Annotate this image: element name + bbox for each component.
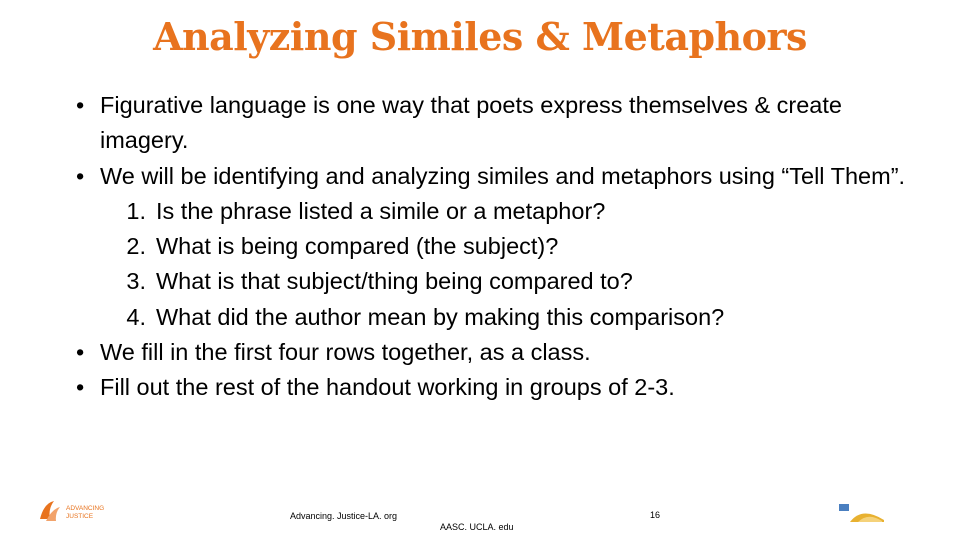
bullet-text: Figurative language is one way that poets express themselves & create imagery. bbox=[100, 92, 842, 154]
bullet-icon: • bbox=[76, 92, 85, 118]
step-text: What is that subject/thing being compared to? bbox=[156, 268, 633, 295]
bullet-item bbox=[76, 88, 916, 159]
step-number: 1. bbox=[126, 197, 146, 224]
bullet-item bbox=[76, 335, 916, 370]
bullet-text: Fill out the rest of the handout working in groups of 2-3. bbox=[100, 374, 675, 401]
bullet-text: We will be identifying and analyzing similes and metaphors using “Tell Them”. bbox=[100, 162, 906, 189]
numbered-step bbox=[76, 300, 916, 335]
logo-text: ADVANCING bbox=[66, 505, 105, 512]
bullet-item bbox=[76, 370, 916, 405]
step-text: What is being compared (the subject)? bbox=[156, 233, 559, 260]
page-number: 16 bbox=[650, 510, 661, 520]
step-text: What did the author mean by making this comparison? bbox=[156, 303, 725, 330]
step-number: 2. bbox=[126, 233, 146, 260]
slide-body bbox=[76, 88, 916, 406]
step-number: 3. bbox=[126, 268, 146, 295]
bullet-icon: • bbox=[76, 162, 85, 189]
step-text: Is the phrase listed a simile or a metaphor? bbox=[156, 197, 606, 224]
numbered-step bbox=[76, 229, 916, 264]
logo-block bbox=[839, 504, 849, 511]
bullet-text: We fill in the first four rows together, as a class. bbox=[100, 339, 591, 366]
footer-website-advancing-justice: Advancing. Justice-LA. org bbox=[290, 511, 398, 521]
bullet-icon: • bbox=[76, 374, 85, 401]
numbered-step bbox=[76, 264, 916, 299]
step-number: 4. bbox=[126, 303, 146, 330]
logo-text: JUSTICE bbox=[66, 513, 94, 520]
ucla-aasc-logo-icon bbox=[838, 502, 888, 524]
bullet-icon: • bbox=[76, 339, 85, 366]
bullet-item bbox=[76, 159, 916, 194]
footer-website-aasc: AASC. UCLA. edu bbox=[440, 522, 514, 532]
advancing-justice-logo-icon bbox=[36, 497, 112, 525]
numbered-step bbox=[76, 194, 916, 229]
slide-title: Analyzing Similes & Metaphors bbox=[153, 14, 807, 59]
